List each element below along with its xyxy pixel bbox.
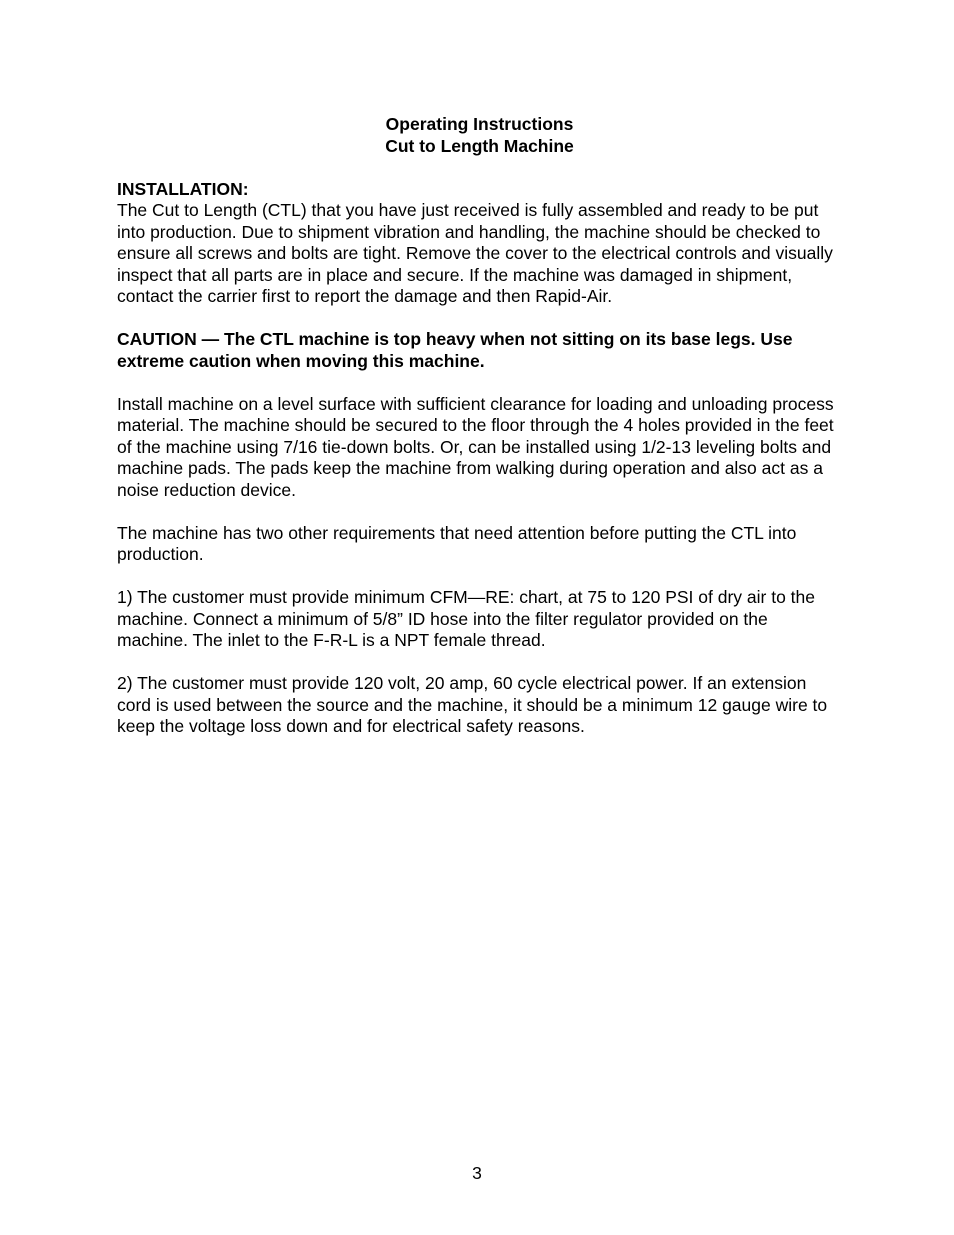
page-content — [117, 114, 842, 738]
installation-intro-paragraph: The Cut to Length (CTL) that you have just received is fully assembled and ready to be put into production. Due to shipment vibration and handling, the machine should be checked to ensure all screws and bolts are tight. Remove the cover to the electrical controls and visually inspect that all parts are in place and secure. If the machine was damaged in shipment, contact the carrier first to report the damage and then Rapid-Air. — [117, 200, 833, 306]
requirements-intro-paragraph: The machine has two other requirements that need attention before putting the CTL into production. — [117, 522, 797, 564]
installation-heading: INSTALLATION: — [117, 178, 249, 199]
requirement-2-paragraph: 2) The customer must provide 120 volt, 20 amp, 60 cycle electrical power. If an extension cord is used between the source and the machine, it should be a minimum 12 gauge wire to keep the voltage loss down and for electrical safety reasons. — [117, 673, 828, 736]
page-number: 3 — [472, 1163, 482, 1183]
requirement-1-paragraph: 1) The customer must provide minimum CFM—RE: chart, at 75 to 120 PSI of dry air to the machine. Connect a minimum of 5/8” ID hose into the filter regulator provided on the machine. The inlet to the F-R-L is a NPT female thread. — [117, 587, 815, 650]
install-surface-paragraph: Install machine on a level surface with sufficient clearance for loading and unloading process material. The machine should be secured to the floor through the 4 holes provided in the feet of the machine using 7/16 tie-down bolts. Or, can be installed using 1/2-13 leveling bolts and machine pads. The pads keep the machine from walking during operation and also act as a noise reduction device. — [117, 393, 834, 500]
caution-paragraph: CAUTION — The CTL machine is top heavy when not sitting on its base legs. Use extreme caution when moving this machine. — [117, 329, 793, 371]
document-title-line-1: Operating Instructions — [385, 114, 574, 134]
document-title-line-2: Cut to Length Machine — [385, 135, 574, 156]
